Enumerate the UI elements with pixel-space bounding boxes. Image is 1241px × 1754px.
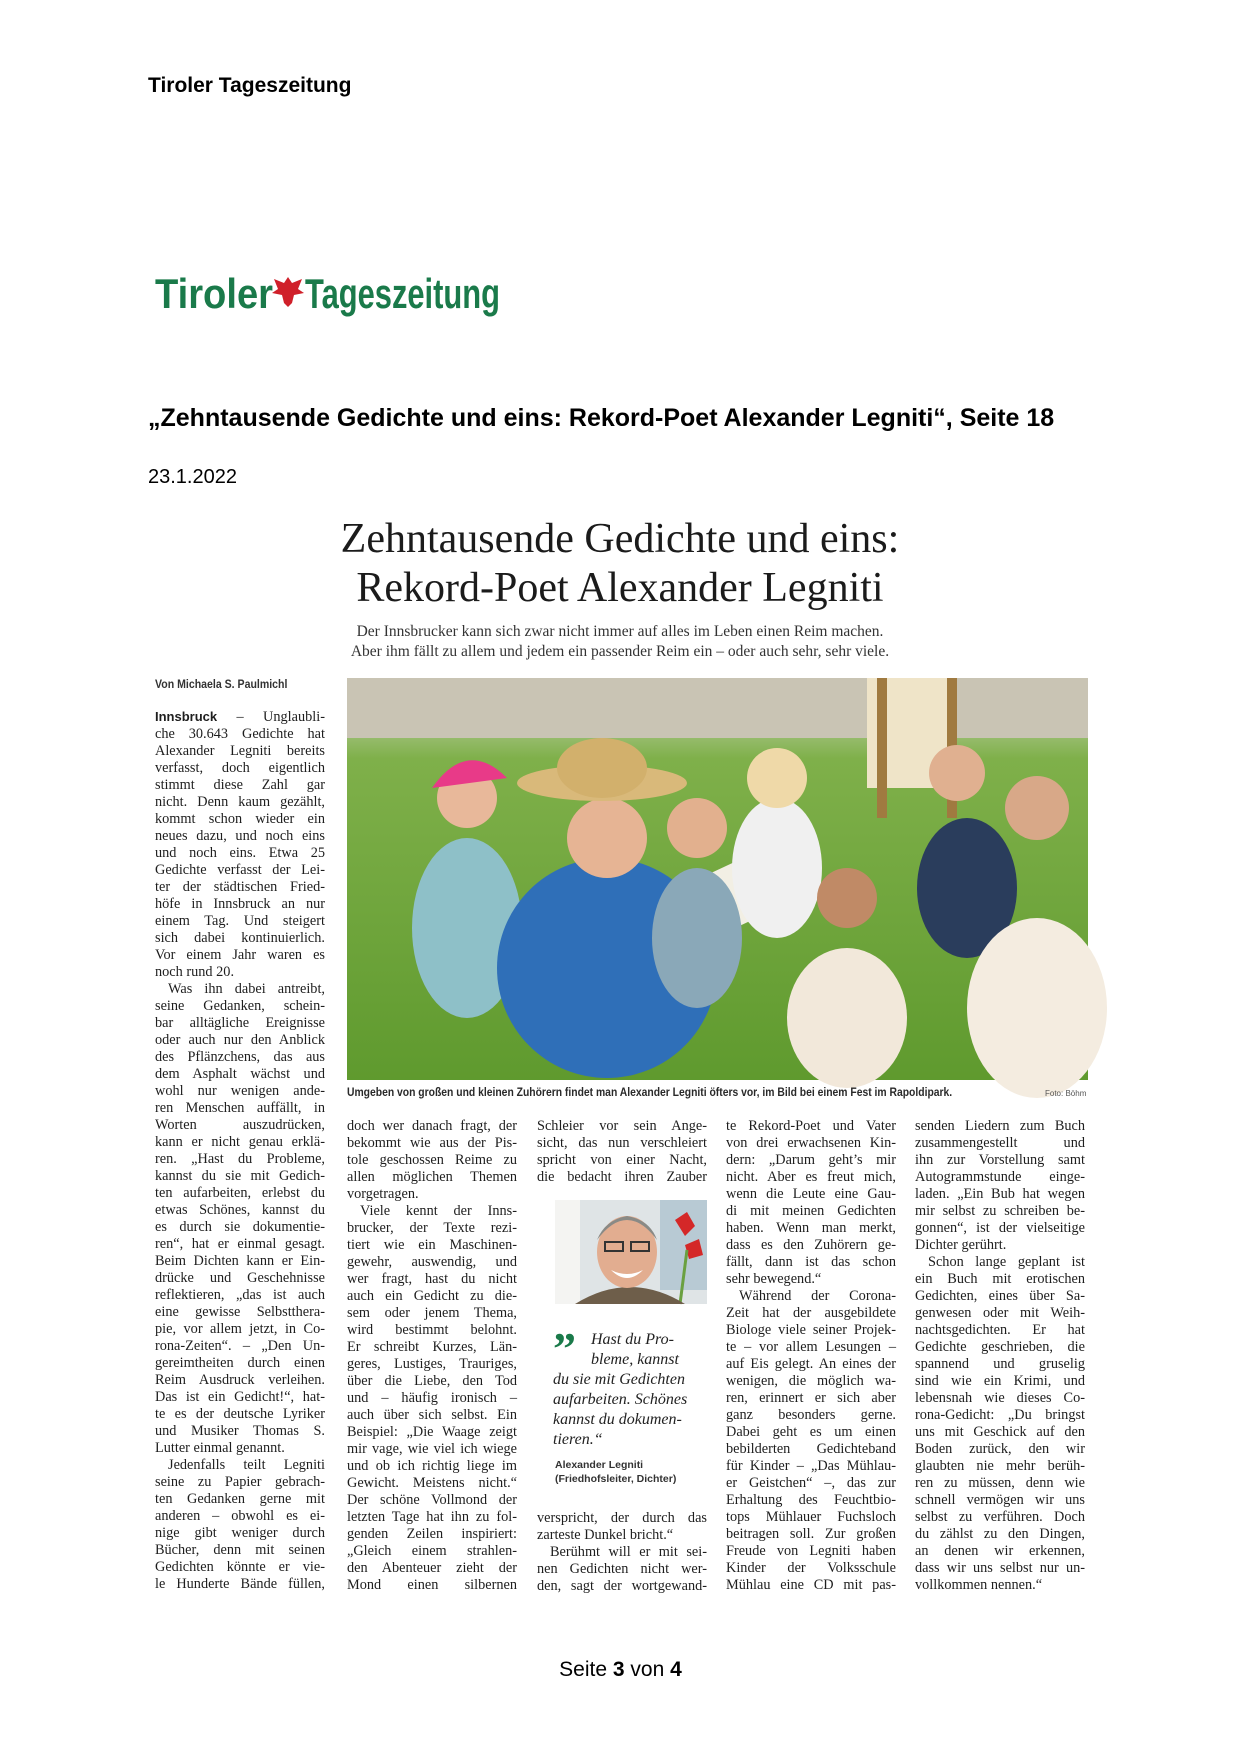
text-line: ren, erinnert er sich aber bbox=[726, 1390, 896, 1406]
text-line: nachtsgedichten. Er hat bbox=[915, 1322, 1085, 1338]
svg-text:Tiroler: Tiroler bbox=[155, 270, 273, 317]
deck-line: Der Innsbrucker kann sich zwar nicht immer auf alles im Leben einen Reim machen. bbox=[356, 623, 884, 640]
text-line: Gedichten, eines über Sa- bbox=[915, 1288, 1085, 1304]
text-fragment: – Unglaubli- bbox=[236, 709, 325, 725]
text-line bbox=[155, 709, 325, 726]
page-label: Seite bbox=[559, 1658, 608, 1681]
text-line: Beispiel: „Die Waage zeigt bbox=[347, 1424, 517, 1440]
text-line: er Geistchen“ –, das zur bbox=[726, 1475, 896, 1491]
tyrolean-eagle-icon bbox=[272, 277, 304, 307]
text-line: an denen wir erkennen, bbox=[915, 1543, 1085, 1559]
text-line: Gedichten könnte er vie- bbox=[155, 1559, 325, 1575]
text-line: verfasst, doch eigentlich bbox=[155, 760, 325, 776]
text-line: Vor einem Jahr waren es bbox=[155, 947, 325, 963]
text-line: gewehr, auswendig, und bbox=[347, 1254, 517, 1270]
text-line: Viele kennt der Inns- bbox=[360, 1203, 517, 1219]
current-page: 3 bbox=[612, 1658, 625, 1681]
text-line: sich dabei kontinuierlich. bbox=[155, 930, 325, 946]
text-line: ren. „Hast du Probleme, bbox=[155, 1151, 325, 1167]
text-line: gereimtheiten durch einen bbox=[155, 1355, 325, 1371]
text-line: nige gibt weniger durch bbox=[155, 1525, 325, 1541]
article-column-2 bbox=[347, 1118, 517, 1594]
text-line: oder auch nur den Anblick bbox=[155, 1032, 325, 1048]
quote-line: bleme, kannst bbox=[591, 1351, 679, 1368]
text-line: zarteste Dunkel bricht.“ bbox=[537, 1527, 674, 1543]
text-line: Schon lange geplant ist bbox=[928, 1254, 1085, 1270]
document-date: 23.1.2022 bbox=[148, 466, 237, 488]
text-line: ganz besonders gerne. bbox=[726, 1407, 896, 1423]
text-line: Mühlau eine CD mit pas- bbox=[726, 1577, 896, 1593]
text-line: drücke und Geschehnisse bbox=[155, 1270, 325, 1286]
text-line: stimmt diese Zahl gar bbox=[155, 777, 325, 793]
text-line: Zeit hat der ausgebildete bbox=[726, 1305, 896, 1321]
text-line: vorgetragen. bbox=[347, 1186, 419, 1202]
text-line: reflektieren, „das ist auch bbox=[155, 1287, 325, 1303]
article-deck bbox=[250, 622, 990, 662]
quote-line: kannst du dokumen- bbox=[553, 1411, 682, 1428]
text-line: fällt, dann ist das schon bbox=[726, 1254, 896, 1270]
text-line: dass es den Zuhörern ge- bbox=[726, 1237, 896, 1253]
source-name: Tiroler Tageszeitung bbox=[148, 74, 352, 97]
text-line: ten Gedanken gerne mit bbox=[155, 1491, 325, 1507]
text-line: di mit meinen Gedichten bbox=[726, 1203, 896, 1219]
text-line: Alexander Legniti bereits bbox=[155, 743, 325, 759]
text-line: und – häufig ironisch – bbox=[347, 1390, 517, 1406]
text-line: Das ist ein Gedicht!“, hat- bbox=[155, 1389, 325, 1405]
text-line: le Hunderte Bände füllen, bbox=[155, 1576, 325, 1592]
text-line: kann er nicht genau erklä- bbox=[155, 1134, 325, 1150]
text-line: du zählst zu den Dingen, bbox=[915, 1526, 1085, 1542]
article-column-1 bbox=[155, 709, 325, 1593]
text-line: te es der deutsche Lyriker bbox=[155, 1406, 325, 1422]
text-line: Dabei geht es um einen bbox=[726, 1424, 896, 1440]
text-line: „Gleich einem strahlen- bbox=[347, 1543, 517, 1559]
text-line: mir selbst zu schreiben be- bbox=[915, 1203, 1085, 1219]
pull-quote bbox=[553, 1323, 713, 1450]
headline-line: Zehntausende Gedichte und eins: bbox=[340, 516, 900, 562]
text-line: te – vor allem Lesungen – bbox=[726, 1339, 896, 1355]
text-line: sicht, das nun verschleiert bbox=[537, 1135, 707, 1151]
text-line: Schleier vor sein Ange- bbox=[537, 1118, 707, 1134]
text-line: Gedichte geschrieben, die bbox=[915, 1339, 1085, 1355]
text-line: glaubten nie mehr berüh- bbox=[915, 1458, 1085, 1474]
text-line: haben. Wenn man merkt, bbox=[726, 1220, 896, 1236]
text-line: wenigen, die möglich wa- bbox=[726, 1373, 896, 1389]
text-line: genwesen oder mit Weih- bbox=[915, 1305, 1085, 1321]
text-line: nen Gedichten nicht wer- bbox=[537, 1561, 707, 1577]
text-line: und ob ich richtig liege im bbox=[347, 1458, 517, 1474]
text-line: auch ein Gedicht zu die- bbox=[347, 1288, 517, 1304]
text-line: spricht von einer Nacht, bbox=[537, 1152, 707, 1168]
text-line: Reim Ausdruck verleihen. bbox=[155, 1372, 325, 1388]
text-line: Während der Corona- bbox=[739, 1288, 896, 1304]
document-title: „Zehntausende Gedichte und eins: Rekord-Poet Alexander Legniti“, Seite 18 bbox=[148, 404, 1055, 432]
total-pages: 4 bbox=[670, 1658, 682, 1681]
text-line: kannst du sie mit Gedich- bbox=[155, 1168, 325, 1184]
text-line: seine Gedanken, schein- bbox=[155, 998, 325, 1014]
text-line: auch über sich selbst. Ein bbox=[347, 1407, 517, 1423]
author-portrait bbox=[555, 1200, 707, 1304]
text-line: etwas Schönes, kannst du bbox=[155, 1202, 325, 1218]
text-line: noch rund 20. bbox=[155, 964, 235, 980]
article-column-4 bbox=[726, 1118, 896, 1594]
text-line: Kinder der Volksschule bbox=[726, 1560, 896, 1576]
text-line: tole geschossen Reime zu bbox=[347, 1152, 517, 1168]
text-line: Gedichte verfasst der Lei- bbox=[155, 862, 325, 878]
text-line: senden Liedern zum Buch bbox=[915, 1118, 1085, 1134]
text-line: bar alltägliche Ereignisse bbox=[155, 1015, 325, 1031]
text-line: Autogrammstunde einge- bbox=[915, 1169, 1085, 1185]
photo-credit: Foto: Böhm bbox=[1045, 1089, 1087, 1098]
text-line: Freude von Legniti haben bbox=[726, 1543, 896, 1559]
text-line: Jedenfalls teilt Legniti bbox=[168, 1457, 325, 1473]
text-line: Dichter gerührt. bbox=[915, 1237, 1007, 1253]
quote-mark-icon: ” bbox=[553, 1323, 576, 1374]
text-line: uns mit Geschick auf den bbox=[915, 1424, 1085, 1440]
text-line: Boden zurück, den wir bbox=[915, 1441, 1085, 1457]
quote-attribution bbox=[555, 1458, 676, 1486]
text-line: pie, vor allem jetzt, in Co- bbox=[155, 1321, 325, 1337]
text-line: Gewicht. Meistens nicht.“ bbox=[347, 1475, 517, 1491]
text-line: für Kinder – „Das Mühlau- bbox=[726, 1458, 896, 1474]
text-line: Lutter einmal genannt. bbox=[155, 1440, 285, 1456]
article-column-3-bottom bbox=[537, 1510, 707, 1595]
text-line: gonnen“, ist der vielseitige bbox=[915, 1220, 1085, 1236]
text-line: vollkommen nennen.“ bbox=[915, 1577, 1043, 1593]
text-line: laden. „Ein Bub hat wegen bbox=[915, 1186, 1085, 1202]
text-line: dass wir uns selbst nur un- bbox=[915, 1560, 1085, 1576]
article-photo bbox=[347, 678, 1088, 1080]
text-line: sem oder jenem Thema, bbox=[347, 1305, 517, 1321]
text-line: mir vage, wie viel ich wiege bbox=[347, 1441, 517, 1457]
text-line: Bücher, denn mit seinen bbox=[155, 1542, 325, 1558]
text-line: ren Menschen auffällt, in bbox=[155, 1100, 325, 1116]
text-line: verspricht, der durch das bbox=[537, 1510, 707, 1526]
text-line: tiert wie ein Maschinen- bbox=[347, 1237, 517, 1253]
text-line: geres, Lustiges, Trauriges, bbox=[347, 1356, 517, 1372]
text-line: dem Asphalt wächst und bbox=[155, 1066, 325, 1082]
text-line: Berühmt will er mit sei- bbox=[550, 1544, 707, 1560]
text-line: rona-Zeiten“. – „Den Un- bbox=[155, 1338, 325, 1354]
text-line: zusammengestellt und bbox=[915, 1135, 1085, 1151]
text-line: allen möglichen Themen bbox=[347, 1169, 517, 1185]
text-line: Mond einen silbernen bbox=[347, 1577, 517, 1593]
text-line: bebilderten Gedichteband bbox=[726, 1441, 896, 1457]
text-line: eine gewisse Selbstthera- bbox=[155, 1304, 325, 1320]
text-line: brucker, der Texte rezi- bbox=[347, 1220, 517, 1236]
text-line: anderen – obwohl es ei- bbox=[155, 1508, 325, 1524]
deck-line: Aber ihm fällt zu allem und jedem ein passender Reim ein – oder auch sehr, sehr viele. bbox=[350, 643, 890, 660]
text-line: ihn zur Vorstellung samt bbox=[915, 1152, 1085, 1168]
text-line: genden Zeilen inspiriert: bbox=[347, 1526, 517, 1542]
text-line: Er schreibt Kurzes, Län- bbox=[347, 1339, 517, 1355]
text-line: tops Mühlauer Fuchsloch bbox=[726, 1509, 896, 1525]
text-line: wird bestimmt belohnt. bbox=[347, 1322, 517, 1338]
text-line: sehr bewegend.“ bbox=[726, 1271, 822, 1287]
text-line: kommt schon wieder ein bbox=[155, 811, 325, 827]
text-line: neues dazu, und noch eins bbox=[155, 828, 325, 844]
text-line: auf Eis gelegt. An eines der bbox=[726, 1356, 896, 1372]
text-line: wenn die Leute eine Gau- bbox=[726, 1186, 896, 1202]
text-line: che 30.643 Gedichte hat bbox=[155, 726, 325, 742]
text-line: wohl nur wenigen ande- bbox=[155, 1083, 325, 1099]
text-line: te Rekord-Poet und Vater bbox=[726, 1118, 896, 1134]
text-line: die bedacht ihren Zauber bbox=[537, 1169, 707, 1185]
quote-line: Hast du Pro- bbox=[591, 1331, 674, 1348]
dateline: Innsbruck bbox=[155, 709, 218, 724]
text-line: sind wie ein Krimi, und bbox=[915, 1373, 1085, 1389]
text-line: es durch sie dokumentie- bbox=[155, 1219, 325, 1235]
text-line: über die Liebe, den Tod bbox=[347, 1373, 517, 1389]
headline-line: Rekord-Poet Alexander Legniti bbox=[356, 565, 884, 611]
text-line: beitragen soll. Zur großen bbox=[726, 1526, 896, 1542]
text-line: Erhaltung des Feuchtbio- bbox=[726, 1492, 896, 1508]
text-line: ren“, hat er einmal gesagt. bbox=[155, 1236, 325, 1252]
article-column-5 bbox=[915, 1118, 1085, 1594]
text-line: nicht. Aber es freut mich, bbox=[726, 1169, 896, 1185]
article-headline bbox=[250, 515, 990, 613]
text-line: wer fragt, hast du nicht bbox=[347, 1271, 517, 1287]
page-separator: von bbox=[630, 1658, 665, 1681]
text-line: ein Buch mit erotischen bbox=[915, 1271, 1085, 1287]
text-line: selbst zu verführen. Doch bbox=[915, 1509, 1085, 1525]
quote-line: aufarbeiten. Schönes bbox=[553, 1391, 688, 1408]
text-line: rona-Gedicht: „Du bringst bbox=[915, 1407, 1085, 1423]
page-indicator bbox=[0, 1658, 1241, 1682]
text-line: nicht. Denn kaum gezählt, bbox=[155, 794, 325, 810]
svg-text:Tageszeitung: Tageszeitung bbox=[305, 270, 500, 317]
text-line: ten aufarbeiten, erlebst du bbox=[155, 1185, 325, 1201]
text-line: bekommt wie aus der Pis- bbox=[347, 1135, 517, 1151]
article-column-3-top bbox=[537, 1118, 707, 1186]
text-line: letzten Tage hat ihn zu fol- bbox=[347, 1509, 517, 1525]
photo-caption: Umgeben von großen und kleinen Zuhörern findet man Alexander Legniti öfters vor, im Bild bei einem Fest im Rapoldipark. bbox=[347, 1087, 953, 1099]
text-line: des Pflänzchens, das aus bbox=[155, 1049, 325, 1065]
text-line: Biologe viele seiner Projek- bbox=[726, 1322, 896, 1338]
byline: Von Michaela S. Paulmichl bbox=[155, 677, 288, 691]
text-line: den Abenteuer zieht der bbox=[347, 1560, 517, 1576]
text-line: einem Tag. Und steigert bbox=[155, 913, 325, 929]
text-line: ren zu müssen, denn wie bbox=[915, 1475, 1085, 1491]
text-line: von drei erwachsenen Kin- bbox=[726, 1135, 896, 1151]
text-line: und Musiker Thomas S. bbox=[155, 1423, 325, 1439]
text-line: Der schöne Vollmond der bbox=[347, 1492, 517, 1508]
text-line: lebensnah wie dieses Co- bbox=[915, 1390, 1085, 1406]
text-line: den, sagt der wortgewand- bbox=[537, 1578, 707, 1594]
text-line: seine zu Papier gebrach- bbox=[155, 1474, 325, 1490]
text-line: Was ihn dabei antreibt, bbox=[168, 981, 325, 997]
text-line: dern: „Darum geht’s mir bbox=[726, 1152, 896, 1168]
text-line: doch wer danach fragt, der bbox=[347, 1118, 517, 1134]
text-line: ter der städtischen Fried- bbox=[155, 879, 325, 895]
text-line: schnell vermögen wir uns bbox=[915, 1492, 1085, 1508]
quote-line: tieren.“ bbox=[553, 1431, 603, 1448]
text-line: Worten auszudrücken, bbox=[155, 1117, 325, 1133]
newspaper-logo bbox=[155, 264, 500, 318]
text-line: und noch eins. Etwa 25 bbox=[155, 845, 325, 861]
quote-author-role: (Friedhofsleiter, Dichter) bbox=[555, 1473, 677, 1485]
text-line: höfe in Innsbruck an nur bbox=[155, 896, 325, 912]
text-line: spannend und gruselig bbox=[915, 1356, 1085, 1372]
quote-author: Alexander Legniti bbox=[555, 1459, 644, 1471]
quote-line: du sie mit Gedichten bbox=[553, 1371, 685, 1388]
text-line: Beim Dichten kann er Ein- bbox=[155, 1253, 325, 1269]
